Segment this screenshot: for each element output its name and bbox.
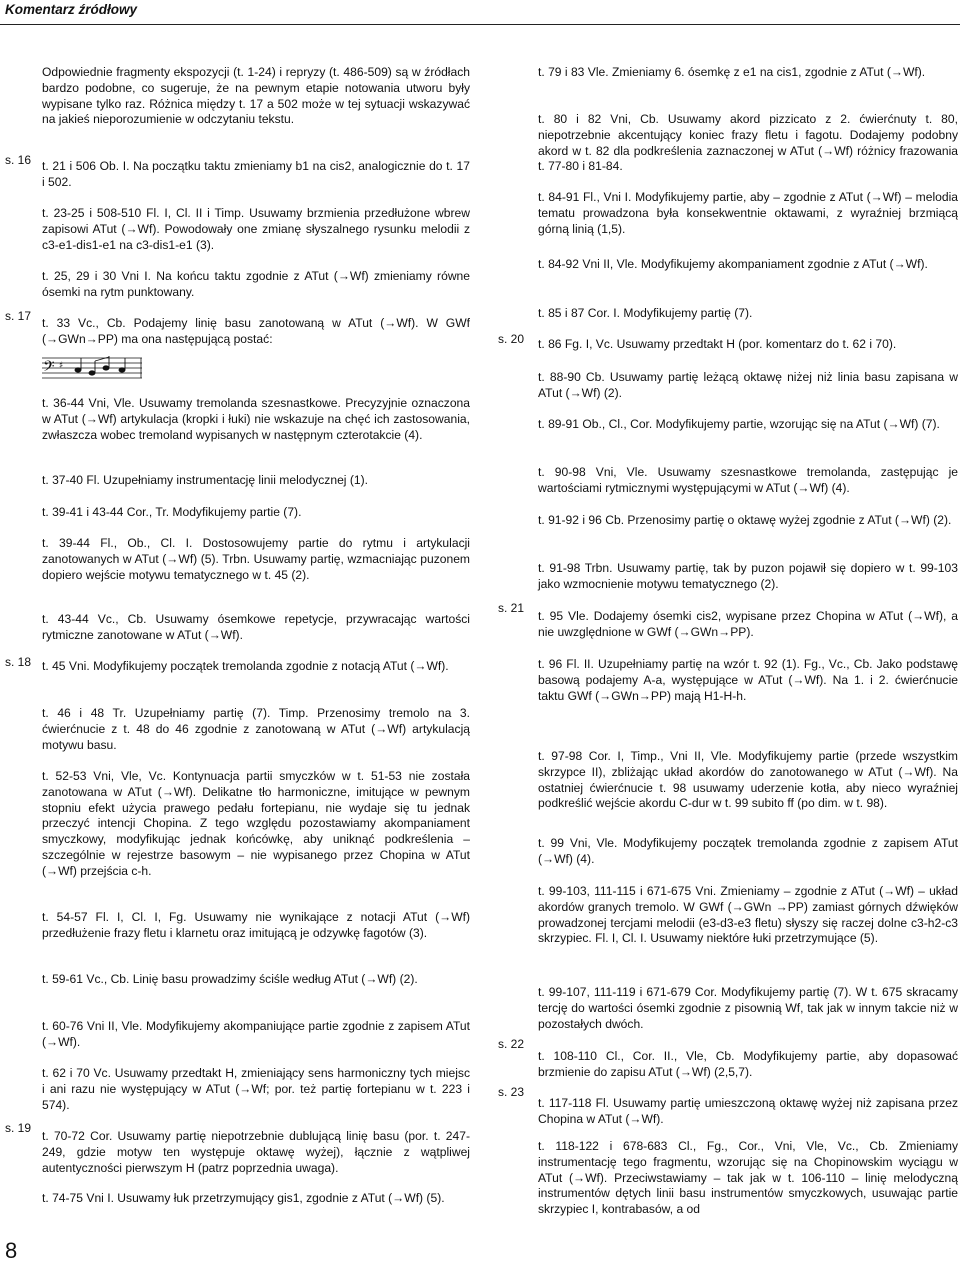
commentary-entry: t. 84-92 Vni II, Vle. Modyfikujemy akompaniament zgodnie z ATut (→Wf). [538,257,928,271]
commentary-entry: t. 54-57 Fl. I, Cl. I, Fg. Usuwamy nie wynikające z notacji ATut (→Wf) przedłużenie frazy fletu i klarnetu oraz imitującą je odzywkę fagotów (3). [42,910,470,940]
commentary-entry: t. 74-75 Vni I. Usuwamy łuk przetrzymujący gis1, zgodnie z ATut (→Wf) (5). [42,1191,445,1205]
commentary-entry: t. 59-61 Vc., Cb. Linię basu prowadzimy ściśle według ATut (→Wf) (2). [42,972,418,986]
commentary-entry: t. 37-40 Fl. Uzupełniamy instrumentację linii melodycznej (1). [42,473,368,487]
commentary-entry: t. 62 i 70 Vc. Usuwamy przedtakt H, zmieniający sens harmoniczny tych miejsc i ani razu nie występujący w ATut (→Wf; por. też partię fortepianu w t. 223 i 574). [42,1066,470,1112]
source-page-marker: s. 22 [498,1037,525,1051]
commentary-entry: t. 91-92 i 96 Cb. Przenosimy partię o oktawę wyżej zgodnie z ATut (→Wf) (2). [538,513,952,527]
commentary-entry: t. 45 Vni. Modyfikujemy początek tremolanda zgodnie z notacją ATut (→Wf). [42,659,449,673]
commentary-entry: t. 70-72 Cor. Usuwamy partię niepotrzebnie dublującą linię basu (por. t. 247-249, gdzie motyw ten występuje oktawę wyżej), łącznie z wątpliwej autentyczności pierwszym H (patrz poprzednia uwaga). [42,1129,470,1175]
page-header [0,0,960,25]
source-page-marker: s. 20 [498,332,525,346]
source-page-marker: s. 23 [498,1085,525,1099]
commentary-entry: t. 80 i 82 Vni, Cb. Usuwamy akord pizzicato z 2. ćwierćnuty t. 80, niepotrzebnie akcentujący koniec frazy fletu i fagotu. Dodajemy podobny akord w t. 82 dla podkreślenia zaznaczonej w ATut (→Wf) różnicy frazowania t. 77-80 i 81-84. [538,112,958,174]
commentary-entry: Odpowiednie fragmenty ekspozycji (t. 1-24) i repryzy (t. 486-509) są w źródłach bardzo podobne, co sugeruje, że na pewnym etapie notowania utworu były wypisane tylko raz. Różnica między t. 17 a 502 może w tej sytuacji wskazywać na jakieś nieporozumienie w odczytaniu tekstu. [42,65,470,127]
running-head-title: Komentarz źródłowy [5,2,138,17]
source-page-marker: s. 21 [498,601,525,615]
commentary-entry: t. 43-44 Vc., Cb. Usuwamy ósemkowe repetycje, przywracając wartości rytmiczne zanotowane w ATut (→Wf). [42,612,470,642]
commentary-entry: t. 23-25 i 508-510 Fl. I, Cl. II i Timp. Usuwamy brzmienia przedłużone wbrew zapisowi ATut (→Wf). Powodowały one zmianę słyszalnego rysunku melodii z c3-e1-dis1-e1 na c3-dis1-e1 (3). [42,206,470,252]
source-page-marker: s. 16 [5,153,32,167]
commentary-entry: t. 91-98 Trbn. Usuwamy partię, tak by puzon pojawił się dopiero w t. 99-103 jako wzmocnienie motywu tematycznego (2). [538,561,958,591]
commentary-entry: t. 39-41 i 43-44 Cor., Tr. Modyfikujemy partie (7). [42,505,302,519]
commentary-entry: t. 84-91 Fl., Vni I. Modyfikujemy partie, aby – zgodnie z ATut (→Wf) – melodia tematu prowadzona była konsekwentnie oktawami, z wyraźniej brzmiącą górną linią (1,5). [538,190,958,236]
source-page-marker: s. 19 [5,1121,32,1135]
commentary-entry: t. 89-91 Ob., Cl., Cor. Modyfikujemy partie, wzorując się na ATut (→Wf) (7). [538,417,940,431]
page-number: 8 [5,1238,18,1263]
commentary-entry: t. 118-122 i 678-683 Cl., Fg., Cor., Vni, Vle, Vc., Cb. Zmieniamy instrumentację tego fragmentu, wzorując się na Chopinowskim wyciągu w ATut (→Wf). Przeciwstawiamy – tak jak w t. 106-110 – linię melodyczną instrumentów dętych linii basu instrumentów smyczkowych, usuwając partie skrzypiec I, kontrabasów, a od [538,1139,958,1217]
commentary-entry: t. 86 Fg. I, Vc. Usuwamy przedtakt H (por. komentarz do t. 62 i 70). [538,337,897,351]
source-page-marker: s. 18 [5,655,32,669]
commentary-entry: t. 99 Vni, Vle. Modyfikujemy początek tremolanda zgodnie z zapisem ATut (→Wf) (4). [538,836,958,866]
commentary-entry: t. 52-53 Vni, Vle, Vc. Kontynuacja partii smyczków w t. 51-53 nie została zanotowana w ATut (→Wf). Delikatne tło harmoniczne, imitujące w pewnym stopniu efekt użycia prawego pedału fortepianu, nie wydaje się tu jednak przeczyć intencji Chopina. Z tego względu pozostawiamy akompaniament smyczkowy, modyfikując jednak końcówkę, aby uniknąć podkreślenia – szczególnie w rejestrze basowym – nie wypisanego przez Chopina w ATut (→Wf) przejścia c-h. [42,769,470,878]
commentary-entry: t. 21 i 506 Ob. I. Na początku taktu zmieniamy b1 na cis2, analogicznie do t. 17 i 502. [42,159,470,189]
commentary-entry: t. 85 i 87 Cor. I. Modyfikujemy partię (7). [538,306,753,320]
svg-text:♯: ♯ [59,361,64,371]
commentary-entry: t. 99-107, 111-119 i 671-679 Cor. Modyfikujemy partię (7). W t. 675 skracamy tercję do wartości ósemki zgodnie z pisownią Wf, tak jak w innym takcie niż w pozostałych dwóch. [538,985,958,1031]
commentary-entry: t. 95 Vle. Dodajemy ósemki cis2, wypisane przez Chopina w ATut (→Wf), a nie uwzględnione w GWf (→GWn→PP). [538,609,958,639]
commentary-entry: t. 25, 29 i 30 Vni I. Na końcu taktu zgodnie z ATut (→Wf) zmieniamy równe ósemki na rytm punktowany. [42,269,470,299]
source-page-marker: s. 17 [5,309,32,323]
commentary-entry: t. 99-103, 111-115 i 671-675 Vni. Zmieniamy – zgodnie z ATut (→Wf) – układ akordów granych tremolo. W GWf (→GWn →PP) zamiast górnych dźwięków prowadzonej tercjami melodii (e3-d3-e3 fletu) słyszy się raczej dolne c3-h2-c3 skrzypiec. Fl. I, Cl. I. Usuwamy niektóre łuki przetrzymujące (5). [538,884,958,946]
commentary-entry: t. 60-76 Vni II, Vle. Modyfikujemy akompaniujące partie zgodnie z zapisem ATut (→Wf). [42,1019,470,1049]
commentary-entry: t. 36-44 Vni, Vle. Usuwamy tremolanda szesnastkowe. Precyzyjnie oznaczona w ATut (→Wf) artykulacja (kropki i łuki) nie wskazuje na chęć ich zastosowania, zwłaszcza wobec tremoland wypisanych w następnym czterotakcie (4). [42,396,470,442]
commentary-entry: t. 96 Fl. II. Uzupełniamy partię na wzór t. 92 (1). Fg., Vc., Cb. Jako podstawę basową podajemy A-a, występujące w ATut (→Wf). Na 1. i 2. ćwierćnucie taktu GWf (→GWn→PP) mają H1-H-h. [538,657,958,703]
commentary-entry: t. 90-98 Vni, Vle. Usuwamy szesnastkowe tremolanda, zastępując je wartościami rytmicznymi występującymi w ATut (→Wf) (4). [538,465,958,495]
commentary-entry: t. 39-44 Fl., Ob., Cl. I. Dostosowujemy partie do rytmu i artykulacji zanotowanych w ATut (→Wf) (5). Trbn. Usuwamy partię, wzmacniając puzonem dopiero wejście motywu tematycznego w t. 45 (2). [42,536,470,582]
commentary-entry: t. 88-90 Cb. Usuwamy partię leżącą oktawę niżej niż linia basu zapisana w ATut (→Wf) (2). [538,370,958,400]
commentary-entry: t. 33 Vc., Cb. Podajemy linię basu zanotowaną w ATut (→Wf). W GWf (→GWn→PP) ma ona następującą postać: [42,316,470,346]
bass-line-music-example [42,354,142,382]
commentary-entry: t. 46 i 48 Tr. Uzupełniamy partię (7). Timp. Przenosimy tremolo na 3. ćwierćnucie z t. 48 do 46 zgodnie z zanotowaną w ATut (→Wf) artykulacją motywu basu. [42,706,470,752]
commentary-entry: t. 108-110 Cl., Cor. II., Vle, Cb. Modyfikujemy partie, aby dopasować brzmienie do zapisu ATut (→Wf) (2,5,7). [538,1049,958,1079]
commentary-entry: t. 117-118 Fl. Usuwamy partię umieszczoną oktawę wyżej niż zapisana przez Chopina w ATut (→Wf). [538,1096,958,1126]
svg-text:𝄢: 𝄢 [43,358,55,379]
commentary-entry: t. 97-98 Cor. I, Timp., Vni II, Vle. Modyfikujemy partie (przede wszystkim skrzypce II), zbliżając układ akordów do zanotowanego w ATut (→Wf). Na ostatniej ćwierćnucie t. 98 usuwamy uderzenie kotła, aby nieco wyraźniej podkreślić wejście akordu C-dur w t. 99 subito ff (po dim. w t. 98). [538,749,958,811]
commentary-entry: t. 79 i 83 Vle. Zmieniamy 6. ósemkę z e1 na cis1, zgodnie z ATut (→Wf). [538,65,926,79]
